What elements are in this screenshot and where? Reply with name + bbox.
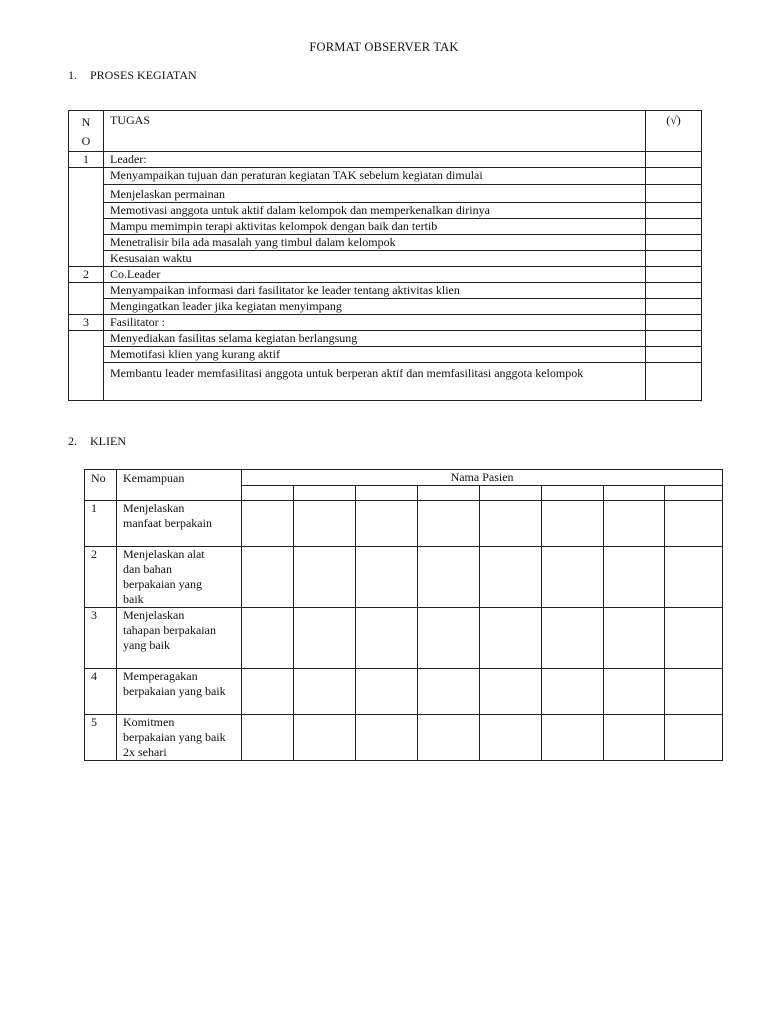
header-no: No <box>85 470 117 501</box>
score-cell[interactable] <box>418 608 480 669</box>
check-cell[interactable] <box>646 185 702 203</box>
task-item: Membantu leader memfasilitasi anggota untuk berperan aktif dan memfasilitasi anggota kelompok <box>104 363 646 401</box>
section-2-number: 2. <box>68 434 77 448</box>
check-cell[interactable] <box>646 315 702 331</box>
table-row <box>69 315 702 331</box>
task-item: Memotifasi klien yang kurang aktif <box>104 347 646 363</box>
score-cell[interactable] <box>242 608 294 669</box>
score-cell[interactable] <box>294 715 356 761</box>
check-cell[interactable] <box>646 267 702 283</box>
score-cell[interactable] <box>542 547 604 608</box>
patient-name-cell[interactable] <box>356 486 418 501</box>
table-row <box>85 547 723 608</box>
task-item: Memotivasi anggota untuk aktif dalam kelompok dan memperkenalkan dirinya <box>104 203 646 219</box>
table-row <box>69 267 702 283</box>
score-cell[interactable] <box>418 669 480 715</box>
score-cell[interactable] <box>242 715 294 761</box>
score-cell[interactable] <box>480 547 542 608</box>
row-number: 5 <box>85 715 117 761</box>
score-cell[interactable] <box>604 501 665 547</box>
tugas-table <box>68 110 702 401</box>
group-title: Leader: <box>104 152 646 168</box>
table-row <box>85 715 723 761</box>
patient-name-cell[interactable] <box>542 486 604 501</box>
score-cell[interactable] <box>480 715 542 761</box>
check-cell[interactable] <box>646 219 702 235</box>
table-row <box>69 152 702 168</box>
table-row <box>69 185 702 203</box>
group-title: Fasilitator : <box>104 315 646 331</box>
score-cell[interactable] <box>604 669 665 715</box>
score-cell[interactable] <box>418 715 480 761</box>
table-row <box>69 219 702 235</box>
table-row <box>69 283 702 299</box>
task-item: Menjelaskan permainan <box>104 185 646 203</box>
score-cell[interactable] <box>356 608 418 669</box>
row-number: 2 <box>85 547 117 608</box>
task-item: Mengingatkan leader jika kegiatan menyimpang <box>104 299 646 315</box>
kemampuan-text: Komitmen berpakaian yang baik 2x sehari <box>117 715 242 761</box>
table-row <box>69 168 702 185</box>
score-cell[interactable] <box>480 501 542 547</box>
score-cell[interactable] <box>665 608 723 669</box>
row-number: 3 <box>85 608 117 669</box>
section-1-label: PROSES KEGIATAN <box>90 68 197 82</box>
score-cell[interactable] <box>542 669 604 715</box>
check-cell[interactable] <box>646 299 702 315</box>
group-number: 3 <box>69 315 104 331</box>
score-cell[interactable] <box>604 608 665 669</box>
score-cell[interactable] <box>665 715 723 761</box>
table-row <box>85 669 723 715</box>
section-2-label: KLIEN <box>90 434 126 448</box>
header-no <box>69 111 104 152</box>
check-cell[interactable] <box>646 152 702 168</box>
score-cell[interactable] <box>665 501 723 547</box>
score-cell[interactable] <box>665 669 723 715</box>
task-item: Menyediakan fasilitas selama kegiatan berlangsung <box>104 331 646 347</box>
score-cell[interactable] <box>542 608 604 669</box>
task-item: Mampu memimpin terapi aktivitas kelompok dengan baik dan tertib <box>104 219 646 235</box>
header-no-text: N O <box>81 115 91 148</box>
header-nama-pasien: Nama Pasien <box>242 470 723 486</box>
row-number: 4 <box>85 669 117 715</box>
score-cell[interactable] <box>480 669 542 715</box>
check-cell[interactable] <box>646 251 702 267</box>
score-cell[interactable] <box>356 715 418 761</box>
table-row <box>69 251 702 267</box>
patient-name-cell[interactable] <box>665 486 723 501</box>
score-cell[interactable] <box>356 547 418 608</box>
tugas-header-row <box>69 111 702 152</box>
score-cell[interactable] <box>542 501 604 547</box>
table-row <box>69 363 702 401</box>
table-row <box>69 203 702 219</box>
document-title: FORMAT OBSERVER TAK <box>309 40 459 54</box>
score-cell[interactable] <box>604 547 665 608</box>
group-number: 1 <box>69 152 104 168</box>
task-item: Menetralisir bila ada masalah yang timbul dalam kelompok <box>104 235 646 251</box>
score-cell[interactable] <box>604 715 665 761</box>
header-tugas: TUGAS <box>104 111 646 152</box>
table-row <box>69 347 702 363</box>
task-item: Menyampaikan informasi dari fasilitator ke leader tentang aktivitas klien <box>104 283 646 299</box>
score-cell[interactable] <box>356 501 418 547</box>
group-no-spacer <box>69 283 104 315</box>
check-cell[interactable] <box>646 168 702 185</box>
klien-header-row <box>85 470 723 486</box>
group-number: 2 <box>69 267 104 283</box>
patient-name-cell[interactable] <box>604 486 665 501</box>
score-cell[interactable] <box>294 608 356 669</box>
task-item: Menyampaikan tujuan dan peraturan kegiatan TAK sebelum kegiatan dimulai <box>104 168 646 185</box>
table-row <box>85 501 723 547</box>
check-cell[interactable] <box>646 331 702 347</box>
score-cell[interactable] <box>294 547 356 608</box>
score-cell[interactable] <box>418 547 480 608</box>
table-row <box>69 235 702 251</box>
check-cell[interactable] <box>646 203 702 219</box>
score-cell[interactable] <box>294 669 356 715</box>
kemampuan-text: Menjelaskan manfaat berpakain <box>117 501 242 547</box>
score-cell[interactable] <box>418 501 480 547</box>
patient-name-cell[interactable] <box>242 486 294 501</box>
group-no-spacer <box>69 331 104 401</box>
header-kemampuan: Kemampuan <box>117 470 242 501</box>
patient-name-cell[interactable] <box>418 486 480 501</box>
score-cell[interactable] <box>242 669 294 715</box>
group-title: Co.Leader <box>104 267 646 283</box>
check-cell[interactable] <box>646 363 702 401</box>
task-item: Kesusaian waktu <box>104 251 646 267</box>
score-cell[interactable] <box>356 669 418 715</box>
kemampuan-text: Menjelaskan alat dan bahan berpakaian yang baik <box>117 547 242 608</box>
table-row <box>69 331 702 347</box>
section-1-number: 1. <box>68 68 77 82</box>
check-cell[interactable] <box>646 235 702 251</box>
header-check: (√) <box>646 111 702 152</box>
score-cell[interactable] <box>665 547 723 608</box>
check-cell[interactable] <box>646 347 702 363</box>
table-row <box>69 299 702 315</box>
score-cell[interactable] <box>294 501 356 547</box>
klien-table <box>84 469 723 761</box>
table-row <box>85 608 723 669</box>
score-cell[interactable] <box>542 715 604 761</box>
group-no-spacer <box>69 168 104 267</box>
patient-name-cell[interactable] <box>480 486 542 501</box>
score-cell[interactable] <box>242 501 294 547</box>
kemampuan-text: Menjelaskan tahapan berpakaian yang baik <box>117 608 242 669</box>
row-number: 1 <box>85 501 117 547</box>
kemampuan-text: Memperagakan berpakaian yang baik <box>117 669 242 715</box>
score-cell[interactable] <box>242 547 294 608</box>
patient-name-cell[interactable] <box>294 486 356 501</box>
score-cell[interactable] <box>480 608 542 669</box>
check-cell[interactable] <box>646 283 702 299</box>
